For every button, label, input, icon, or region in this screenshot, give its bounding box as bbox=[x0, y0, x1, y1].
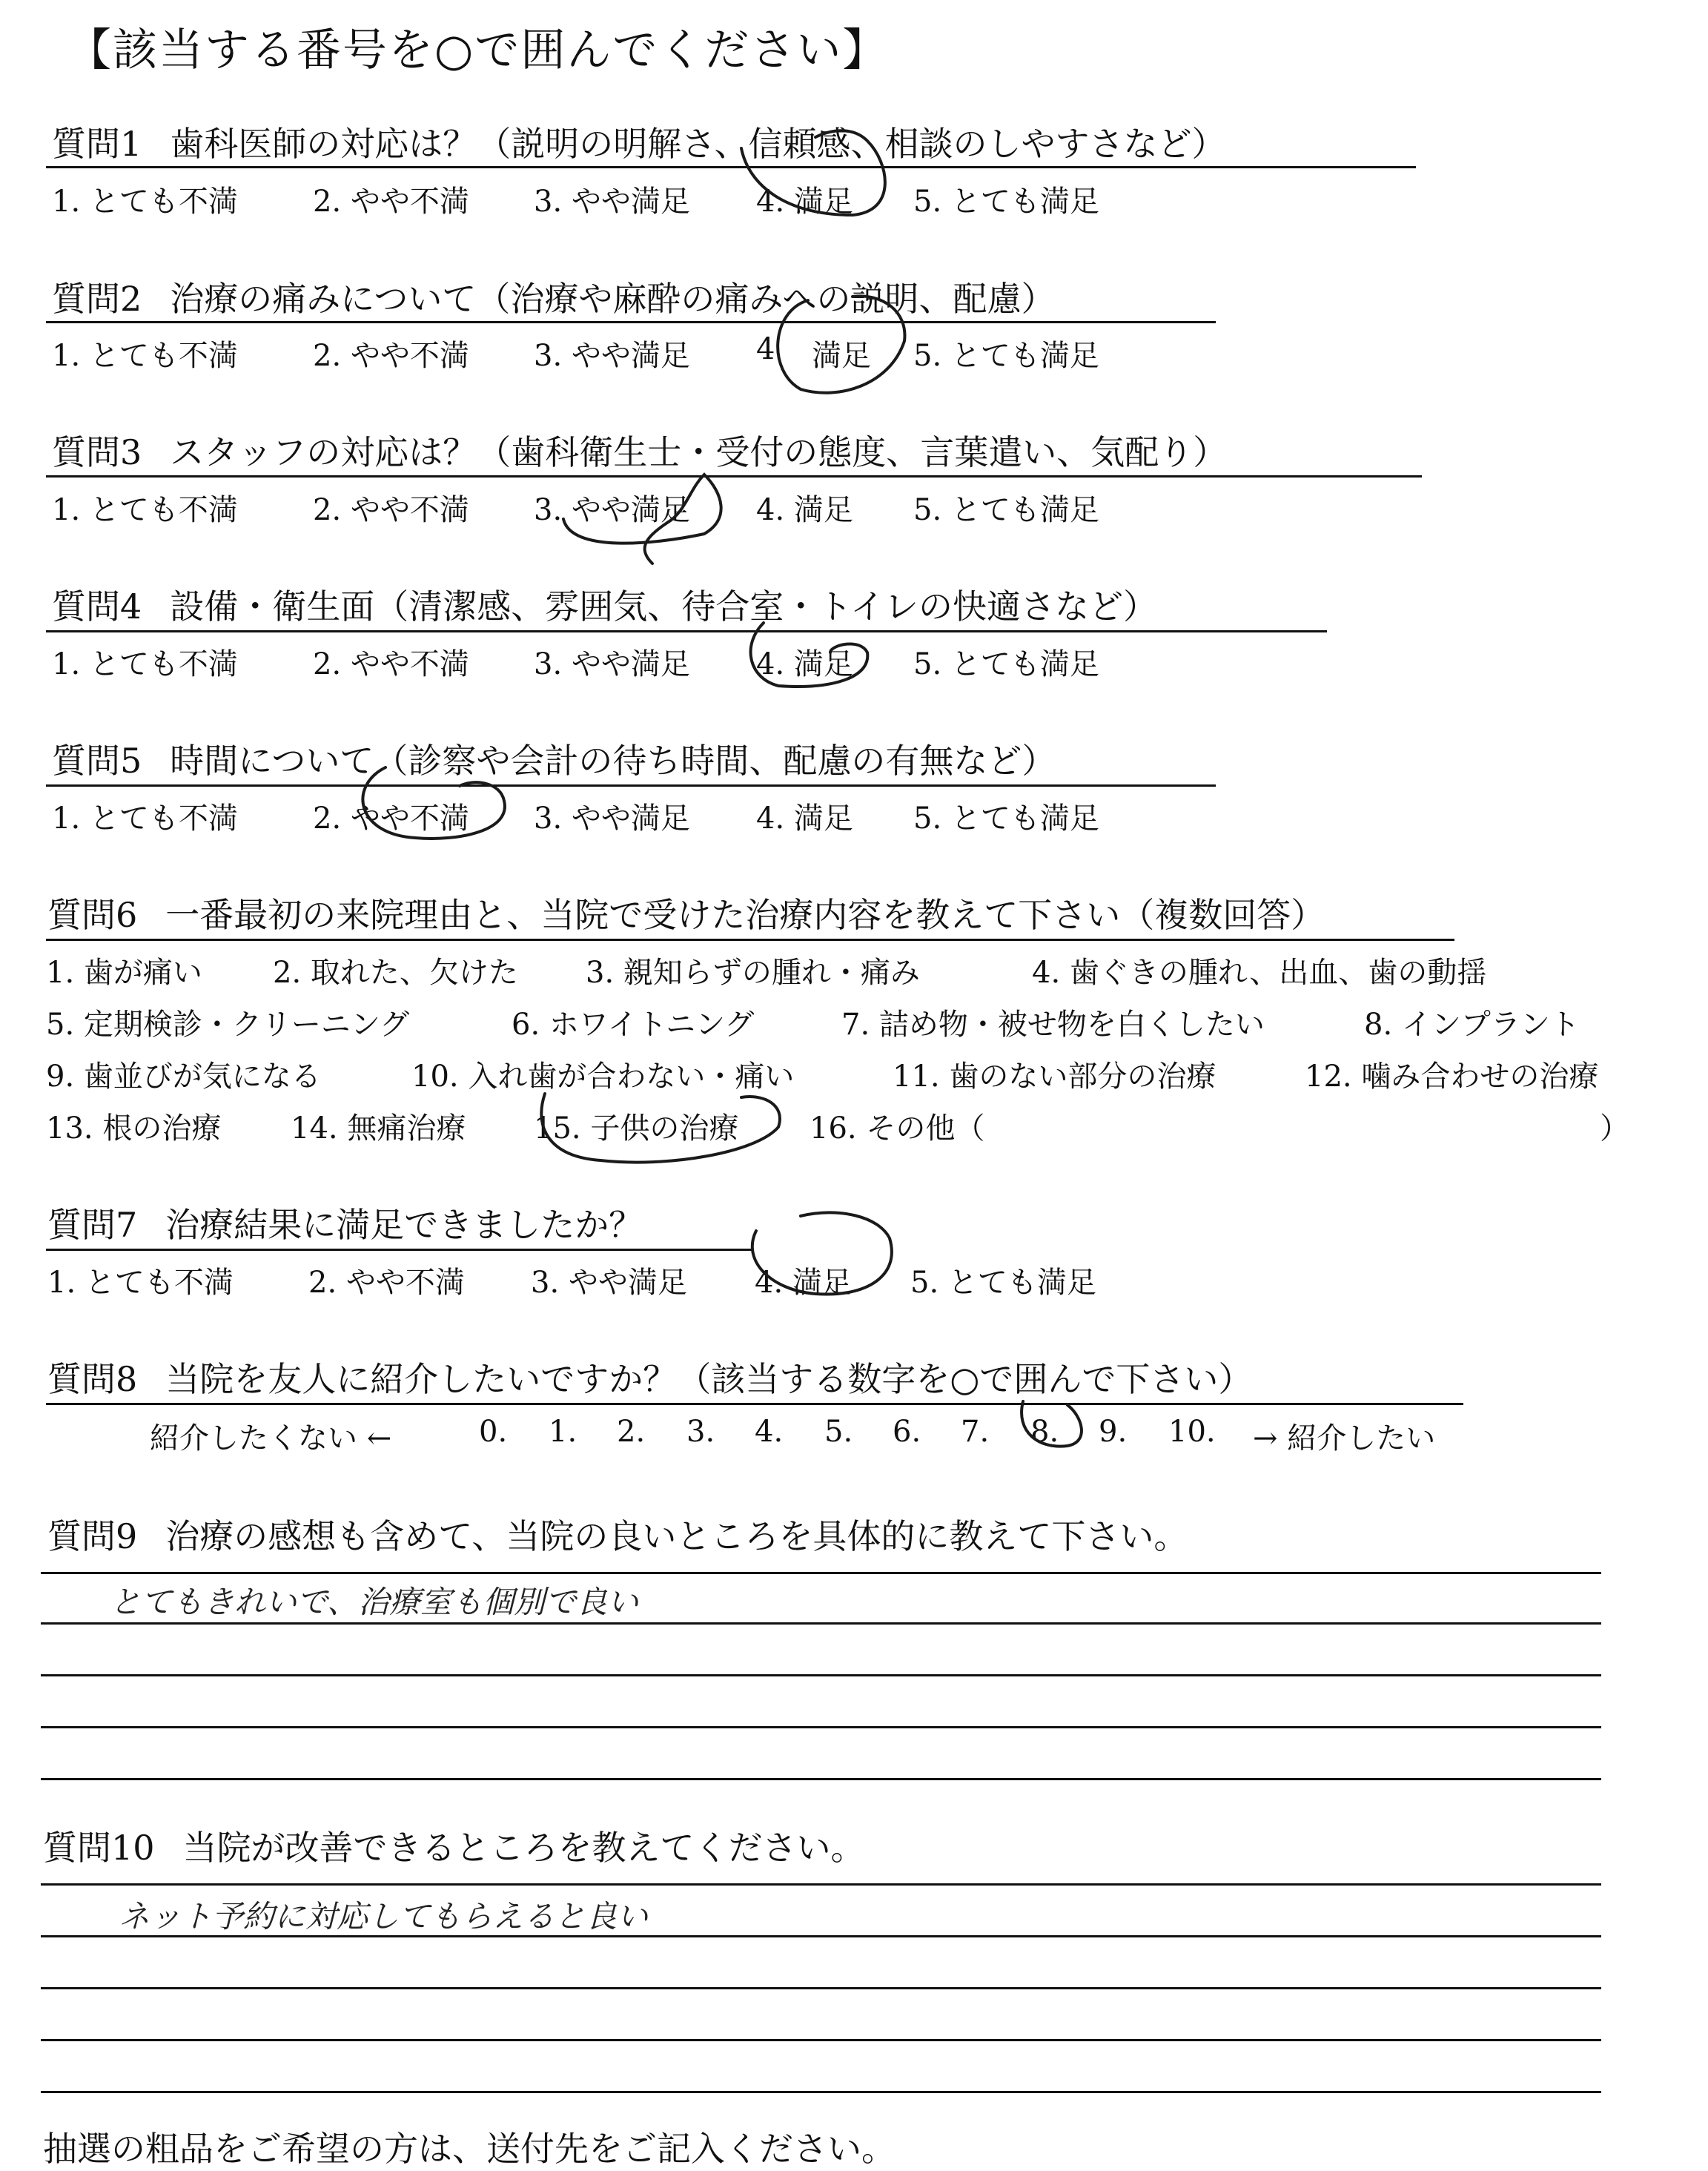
answer-line bbox=[41, 2091, 1601, 2093]
question-9-title bbox=[47, 1510, 1188, 1559]
question-label: 質問7 bbox=[47, 1205, 138, 1245]
score-1[interactable]: 1. bbox=[549, 1415, 577, 1449]
question-text: 設備・衛生面（清潔感、雰囲気、待合室・トイレの快適さなど） bbox=[170, 586, 1157, 627]
question-text: 時間について（診察や会計の待ち時間、配慮の有無など） bbox=[170, 741, 1056, 781]
answer-line bbox=[41, 1622, 1601, 1625]
reason-15[interactable]: 15. 子供の治療 bbox=[534, 1111, 739, 1146]
question-8-underline bbox=[46, 1403, 1463, 1405]
reason-10[interactable]: 10. 入れ歯が合わない・痛い bbox=[411, 1060, 795, 1094]
question-text: 治療の感想も含めて、当院の良いところを具体的に教えて下さい。 bbox=[165, 1516, 1188, 1556]
answer-line bbox=[41, 1674, 1601, 1676]
score-0[interactable]: 0. bbox=[479, 1415, 508, 1449]
score-8[interactable]: 8. bbox=[1030, 1415, 1059, 1449]
score-10[interactable]: 10. bbox=[1168, 1415, 1216, 1449]
q9-answer[interactable]: とてもきれいで、治療室も個別で良い bbox=[110, 1584, 639, 1620]
reason-2[interactable]: 2. 取れた、欠けた bbox=[273, 956, 518, 990]
option-4[interactable]: 4. 満足 bbox=[756, 185, 853, 219]
reason-11[interactable]: 11. 歯のない部分の治療 bbox=[893, 1060, 1217, 1094]
q10-answer[interactable]: ネット予約に対応してもらえると良い bbox=[119, 1898, 649, 1934]
question-6-underline bbox=[46, 939, 1454, 941]
answer-line bbox=[41, 2039, 1601, 2041]
option-2[interactable]: 2. やや不満 bbox=[313, 493, 469, 527]
option-2[interactable]: 2. やや不満 bbox=[313, 802, 469, 836]
question-label: 質問5 bbox=[52, 741, 142, 781]
other-close-paren: ） bbox=[1600, 1111, 1629, 1146]
option-1[interactable]: 1. とても不満 bbox=[52, 493, 238, 527]
option-2[interactable]: 2. やや不満 bbox=[313, 339, 469, 373]
question-6-title bbox=[47, 888, 1325, 937]
option-5[interactable]: 5. とても満足 bbox=[913, 185, 1099, 219]
score-7[interactable]: 7. bbox=[961, 1415, 990, 1449]
option-3[interactable]: 3. やや満足 bbox=[534, 185, 690, 219]
answer-line bbox=[41, 1778, 1601, 1780]
option-2[interactable]: 2. やや不満 bbox=[308, 1266, 465, 1300]
question-label: 質問10 bbox=[43, 1828, 155, 1868]
option-3[interactable]: 3. やや満足 bbox=[531, 1266, 687, 1300]
score-6[interactable]: 6. bbox=[893, 1415, 921, 1449]
question-5-underline bbox=[46, 784, 1216, 787]
question-label: 質問9 bbox=[47, 1516, 138, 1556]
reason-12[interactable]: 12. 噛み合わせの治療 bbox=[1305, 1060, 1599, 1094]
question-label: 質問2 bbox=[52, 279, 142, 319]
score-5[interactable]: 5. bbox=[824, 1415, 853, 1449]
option-3[interactable]: 3. やや満足 bbox=[534, 493, 690, 527]
option-2[interactable]: 2. やや不満 bbox=[313, 185, 469, 219]
option-2[interactable]: 2. やや不満 bbox=[313, 647, 469, 681]
score-4[interactable]: 4. bbox=[755, 1415, 784, 1449]
scale-right-label: → 紹介したい bbox=[1253, 1421, 1436, 1455]
reason-7[interactable]: 7. 詰め物・被せ物を白くしたい bbox=[841, 1008, 1265, 1042]
option-5[interactable]: 5. とても満足 bbox=[913, 339, 1099, 373]
score-3[interactable]: 3. bbox=[686, 1415, 715, 1449]
option-4[interactable]: 4. 満足 bbox=[756, 647, 853, 681]
question-label: 質問8 bbox=[47, 1359, 138, 1399]
reason-13[interactable]: 13. 根の治療 bbox=[46, 1111, 222, 1146]
question-2-underline bbox=[46, 321, 1216, 323]
question-4-title bbox=[52, 580, 1157, 629]
reason-6[interactable]: 6. ホワイトニング bbox=[512, 1008, 755, 1042]
scale-left-label: 紹介したくない ← bbox=[150, 1421, 392, 1455]
question-label: 質問6 bbox=[47, 895, 138, 935]
question-text: 当院を友人に紹介したいですか？（該当する数字を○で囲んで下さい） bbox=[165, 1359, 1253, 1399]
reason-8[interactable]: 8. インプラント bbox=[1364, 1008, 1580, 1042]
score-9[interactable]: 9. bbox=[1099, 1415, 1128, 1449]
reason-5[interactable]: 5. 定期検診・クリーニング bbox=[46, 1008, 410, 1042]
answer-line bbox=[41, 1572, 1601, 1574]
question-text: スタッフの対応は？（歯科衛生士・受付の態度、言葉遣い、気配り） bbox=[170, 432, 1228, 472]
question-1-underline bbox=[46, 166, 1416, 168]
page-title: 【該当する番号を○で囲んでください】 bbox=[67, 24, 889, 76]
question-label: 質問1 bbox=[52, 124, 142, 164]
option-4[interactable]: 4. 満足 bbox=[755, 1266, 852, 1300]
question-text: 治療の痛みについて（治療や麻酔の痛みへの説明、配慮） bbox=[170, 279, 1056, 319]
footer-note: 抽選の粗品をご希望の方は、送付先をご記入ください。 bbox=[43, 2129, 896, 2169]
question-text: 当院が改善できるところを教えてください。 bbox=[182, 1828, 865, 1868]
question-label: 質問3 bbox=[52, 432, 142, 472]
question-3-underline bbox=[46, 475, 1422, 478]
question-label: 質問4 bbox=[52, 586, 142, 627]
answer-line bbox=[41, 1726, 1601, 1728]
option-1[interactable]: 1. とても不満 bbox=[52, 339, 238, 373]
option-1[interactable]: 1. とても不満 bbox=[52, 185, 238, 219]
option-5[interactable]: 5. とても満足 bbox=[913, 802, 1099, 836]
option-5[interactable]: 5. とても満足 bbox=[913, 647, 1099, 681]
question-5-title bbox=[52, 734, 1056, 783]
question-text: 一番最初の来院理由と、当院で受けた治療内容を教えて下さい（複数回答） bbox=[165, 895, 1325, 935]
reason-3[interactable]: 3. 親知らずの腫れ・痛み bbox=[586, 956, 920, 990]
option-1[interactable]: 1. とても不満 bbox=[47, 1266, 234, 1300]
option-3[interactable]: 3. やや満足 bbox=[534, 339, 690, 373]
reason-9[interactable]: 9. 歯並びが気になる bbox=[46, 1060, 321, 1094]
question-10-title bbox=[43, 1821, 865, 1870]
option-4[interactable]: 4. 満足 bbox=[756, 802, 853, 836]
option-4-label[interactable]: 満足 bbox=[812, 339, 871, 373]
answer-line bbox=[41, 1883, 1601, 1886]
question-1-title bbox=[52, 117, 1225, 166]
option-1[interactable]: 1. とても不満 bbox=[52, 647, 238, 681]
option-1[interactable]: 1. とても不満 bbox=[52, 802, 238, 836]
answer-line bbox=[41, 1987, 1601, 1989]
option-3[interactable]: 3. やや満足 bbox=[534, 802, 690, 836]
question-7-title bbox=[47, 1198, 643, 1247]
question-4-underline bbox=[46, 630, 1327, 632]
option-4-number[interactable]: 4 bbox=[756, 332, 775, 366]
option-4[interactable]: 4. 満足 bbox=[756, 493, 853, 527]
question-7-underline bbox=[46, 1249, 754, 1251]
question-text: 治療結果に満足できましたか？ bbox=[165, 1205, 643, 1245]
option-5[interactable]: 5. とても満足 bbox=[913, 493, 1099, 527]
option-3[interactable]: 3. やや満足 bbox=[534, 647, 690, 681]
question-3-title bbox=[52, 426, 1227, 475]
question-text: 歯科医師の対応は？（説明の明解さ、信頼感、相談のしやすさなど） bbox=[170, 124, 1226, 164]
option-5[interactable]: 5. とても満足 bbox=[910, 1266, 1096, 1300]
question-8-title bbox=[47, 1352, 1252, 1401]
reason-16[interactable]: 16. その他（ bbox=[810, 1111, 985, 1146]
question-2-title bbox=[52, 272, 1055, 321]
score-2[interactable]: 2. bbox=[617, 1415, 646, 1449]
reason-1[interactable]: 1. 歯が痛い bbox=[46, 956, 202, 990]
reason-14[interactable]: 14. 無痛治療 bbox=[291, 1111, 466, 1146]
reason-4[interactable]: 4. 歯ぐきの腫れ、出血、歯の動揺 bbox=[1032, 956, 1487, 990]
